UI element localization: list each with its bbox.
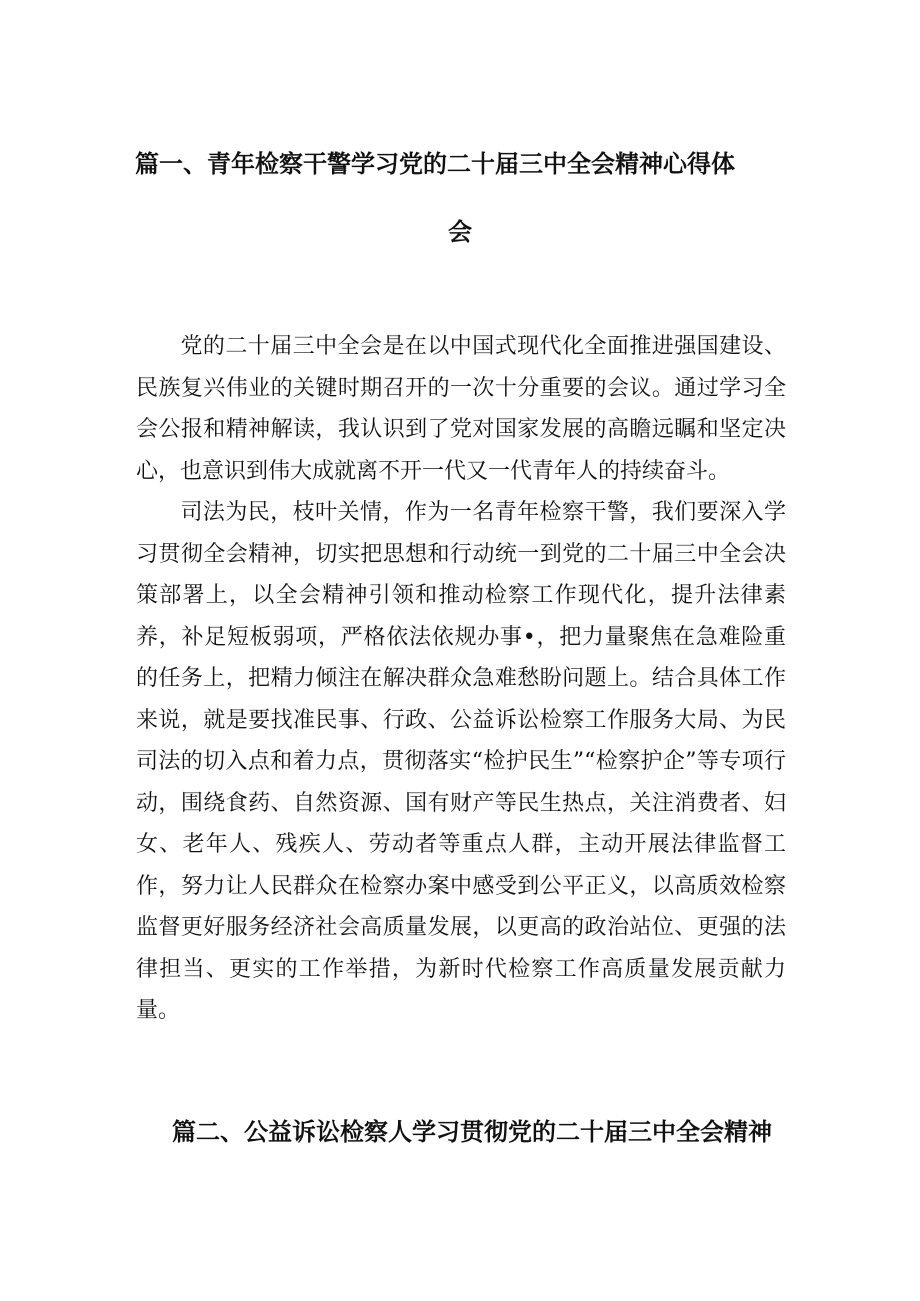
section2-title: 篇二、公益诉讼检察人学习贯彻党的二十届三中全会精神 xyxy=(172,1118,772,1146)
section1-paragraph-1 xyxy=(136,326,786,492)
section1-paragraph-1-text: 党的二十届三中全会是在以中国式现代化全面推进强国建设、民族复兴伟业的关键时期召开的一次十分重要的会议。通过学习全会公报和精神解读，我认识到了党对国家发展的高瞻远瞩和坚定决心，也意识到伟大成就离不开一代又一代青年人的持续奋斗。 xyxy=(136,334,786,484)
section1-paragraph-2 xyxy=(136,492,786,1032)
section1-title xyxy=(135,130,785,266)
section1-paragraph-2-text: 司法为民，枝叶关情，作为一名青年检察干警，我们要深入学习贯彻全会精神，切实把思想和行动统一到党的二十届三中全会决策部署上，以全会精神引领和推动检察工作现代化，提升法律素养，补足短板弱项，严格依法依规办事•，把力量聚焦在急难险重的任务上，把精力倾注在解决群众急难愁盼问题上。结合具体工作来说，就是要找准民事、行政、公益诉讼检察工作服务大局、为民司法的切入点和着力点，贯彻落实“检护民生”“检察护企”等专项行动，围绕食药、自然资源、国有财产等民生热点，关注消费者、妇女、老年人、残疾人、劳动者等重点人群，主动开展法律监督工作，努力让人民群众在检察办案中感受到公平正义，以高质效检察监督更好服务经济社会高质量发展，以更高的政治站位、更强的法律担当、更实的工作举措，为新时代检察工作高质量发展贡献力量。 xyxy=(136,500,786,1023)
section1-title-line1: 篇一、青年检察干警学习党的二十届三中全会精神心得体 xyxy=(135,150,735,178)
section1-title-line2: 会 xyxy=(448,218,472,246)
